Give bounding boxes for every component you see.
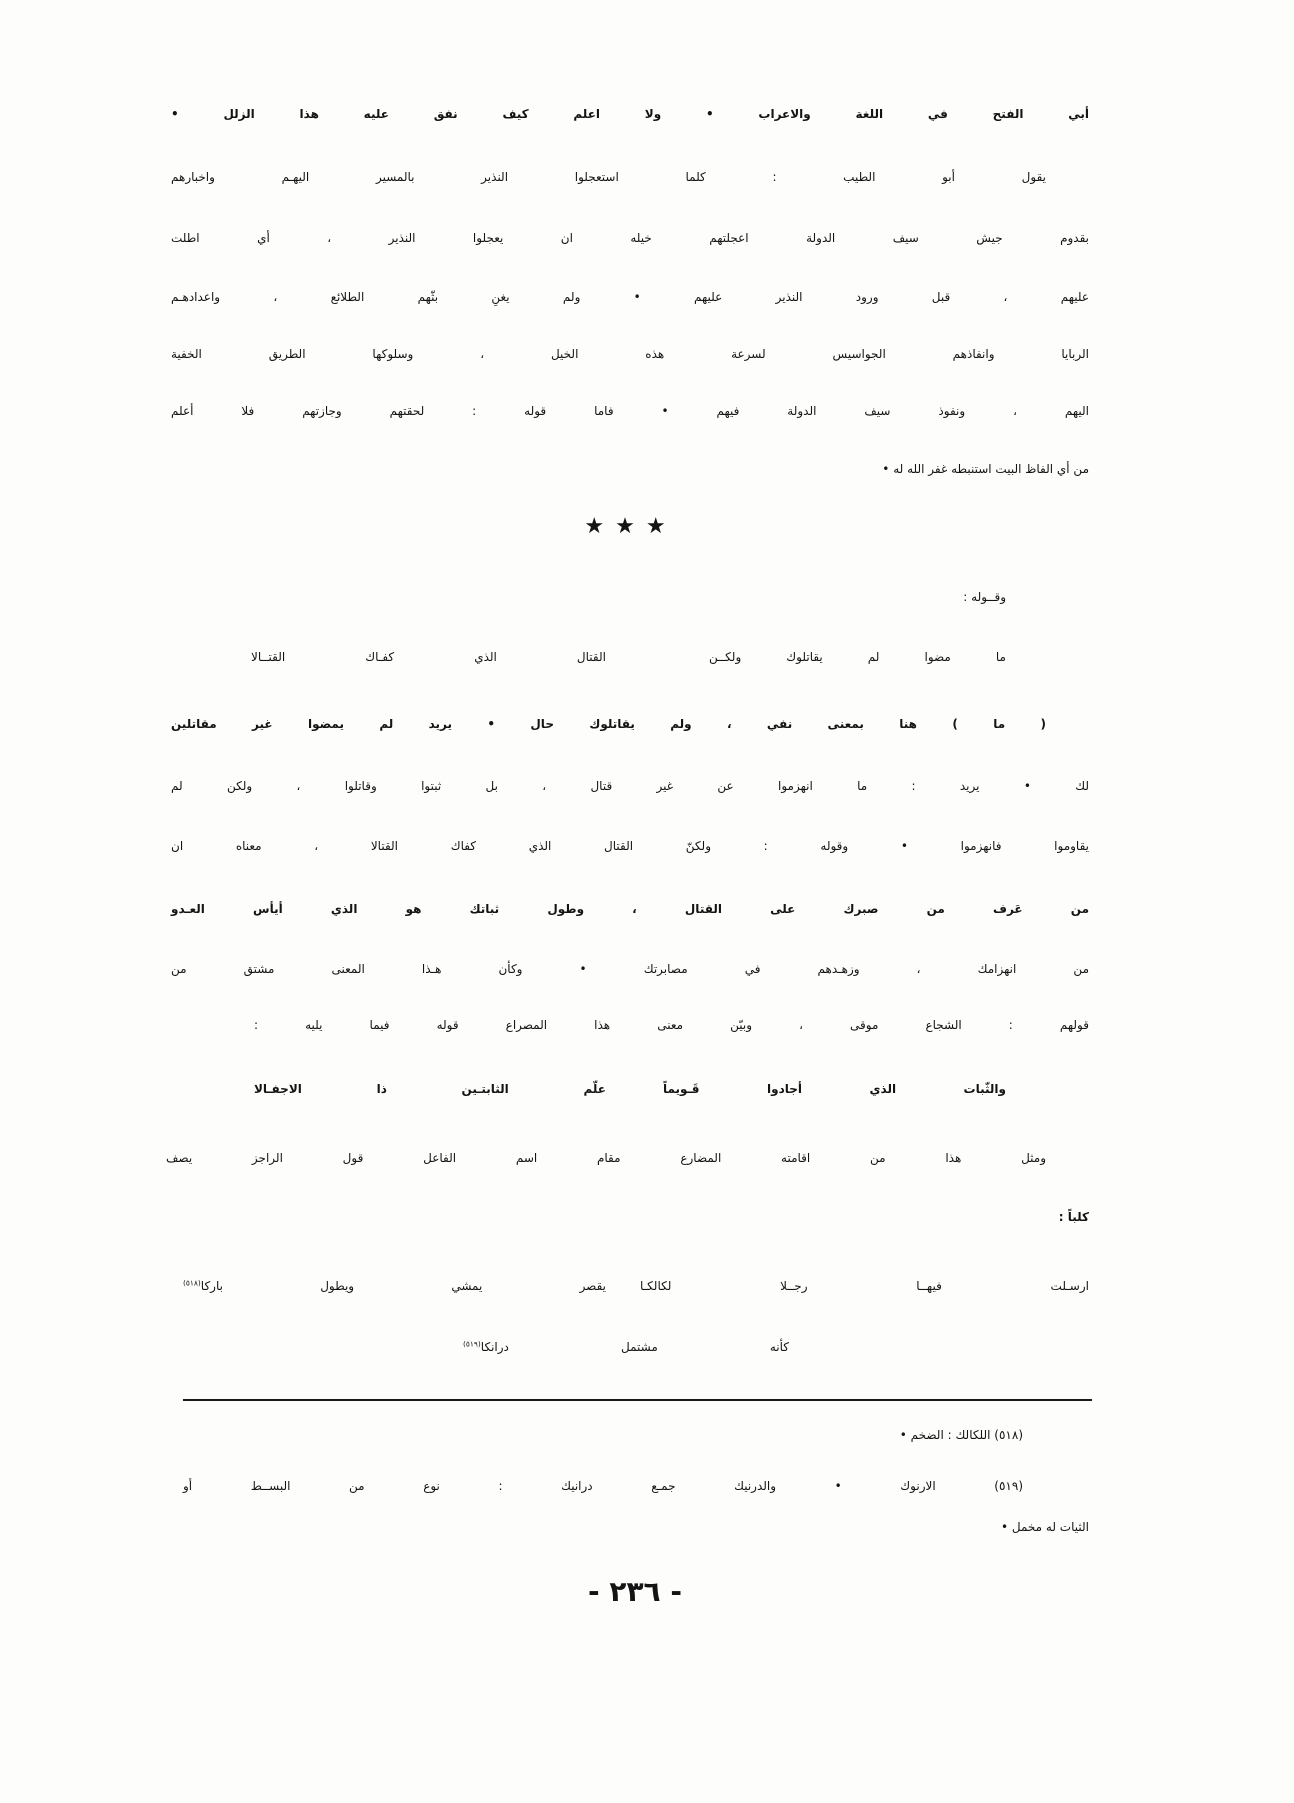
body-line: اليهم ، ونفوذ سيف الدولة فيهم • فاما قوله : لحقتهم وجازتهم فلا أعلم (171, 404, 1089, 418)
body-line: بقدوم جيش سيف الدولة اعجلتهم خيله ان يعجلوا النذير ، أي اطلت (171, 231, 1089, 245)
body-line: لك • يريد : ما انهزموا عن غير قتال ، بل ثبتوا وقاتلوا ، ولكن لم (171, 779, 1089, 793)
footnote-marker: (٥١٩) (463, 1339, 481, 1349)
body-line: ( ما ) هنا بمعنى نفي ، ولم يقاتلوك حال • يريد لم يمضوا غير مقاتلين (171, 717, 1046, 731)
hemistich-text: كأنه مشتمل درانكا (480, 1340, 789, 1354)
hemistich-left: علّم الثابتـين ذا الاجفـالا (254, 1082, 606, 1096)
footnote: (٥١٨) اللكالك : الضخم • (899, 1428, 1023, 1442)
body-line: يقاوموا فانهزموا • وقوله : ولكنّ القتال الذي كفاك القتالا ، معناه ان (171, 839, 1089, 853)
body-line: عليهم ، قبل ورود النذير عليهم • ولم يغنِ بثّهم الطلائع ، واعدادهـم (171, 290, 1089, 304)
body-line: الربايا وانفاذهم الجواسيس لسرعة هذه الخيل ، وسلوكها الطريق الخفية (171, 347, 1089, 361)
hemistich-right: ما مضوا لم يقاتلوك ولكــن (709, 650, 1006, 664)
footnote-rule (183, 1399, 1092, 1401)
hemistich-right: ارسـلت فيهــا رجــلا لكالكـا (640, 1279, 1089, 1293)
body-line: قولهم : الشجاع موقى ، وبيّن معنى هذا المصراع قوله فيما يليه : (254, 1018, 1089, 1032)
hemistich-left (183, 1265, 606, 1307)
section-separator: ★ ★ ★ (584, 514, 668, 539)
footnote: (٥١٩) الارنوك • والدرنيك جمـع درانيك : نوع من البســط أو (183, 1479, 1023, 1493)
hemistich-text: يقصر يمشي ويطول باركا (200, 1279, 606, 1293)
body-line: كلباً : (1058, 1210, 1089, 1224)
verse-continuation (463, 1326, 789, 1368)
body-line: من انهزامك ، وزهـدهم في مصابرتك • وكأن هـذا المعنى مشتق من (171, 962, 1089, 976)
page-number: - ٢٣٦ - (587, 1575, 683, 1608)
body-line: يقول أبو الطيب : كلما استعجلوا النذير بالمسير اليهـم واخبارهم (171, 170, 1046, 184)
body-line: من أي الفاظ البيت استنبطه غفر الله له • (882, 462, 1089, 476)
hemistich-right: والثّبات الذي أجادوا قَـويماً (663, 1082, 1006, 1096)
footnote-marker: (٥١٨) (183, 1278, 201, 1288)
footnote: الثيات له مخمل • (1001, 1520, 1089, 1534)
body-line: من عَرف من صبرك على القتال ، وطول ثباتك هو الذي أيأس العـدو (171, 902, 1089, 916)
hemistich-left: القتال الذي كفـاك القتــالا (251, 650, 606, 664)
body-line: أبي الفتح في اللغة والاعراب • ولا اعلم كيف نفق عليه هذا الزلل • (171, 107, 1089, 121)
body-line: ومثل هذا من اقامته المضارع مقام اسم الفاعل قول الراجز يصف (166, 1151, 1046, 1165)
verse-intro: وقــوله : (963, 590, 1006, 604)
